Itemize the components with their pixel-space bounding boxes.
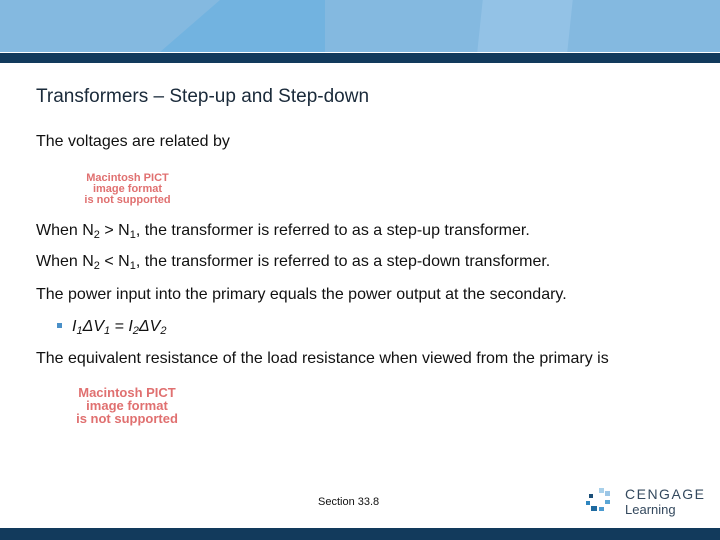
pict-text: is not supported (76, 411, 178, 426)
text-line: When $N_2 < N_1$, the transformer is referred to as a step-down transformer. (36, 253, 551, 272)
cengage-logo (585, 486, 706, 521)
logo-text: Learning (625, 502, 676, 517)
pict-placeholder (70, 173, 185, 206)
pict-text: image format (92, 183, 163, 195)
header-bar (0, 53, 720, 63)
slide-title: Transformers – Step-up and Step-down (36, 86, 370, 107)
text-line: The equivalent resistance of the load resistance when viewed from the primary is (36, 350, 609, 367)
text-line: The power input into the primary equals the power output at the secondary. (36, 286, 567, 303)
text-line: The voltages are related by (36, 133, 230, 150)
equation: $I_1\Delta V_1 = I_2\Delta V_2$ (72, 318, 167, 337)
pict-text: is not supported (84, 194, 171, 206)
pict-text: Macintosh PICT (78, 385, 176, 400)
bullet-icon (57, 323, 62, 328)
pict-text: image format (86, 398, 168, 413)
logo-dots-icon (585, 486, 615, 516)
section-label: Section 33.8 (318, 496, 380, 508)
logo-text: CENGAGE (625, 486, 706, 502)
header-banner (0, 0, 720, 52)
text-line: When $N_2 > N_1$, the transformer is referred to as a step-up transformer. (36, 222, 530, 241)
pict-placeholder (58, 386, 196, 425)
footer-bar (0, 528, 720, 540)
pict-text: Macintosh PICT (86, 172, 169, 184)
